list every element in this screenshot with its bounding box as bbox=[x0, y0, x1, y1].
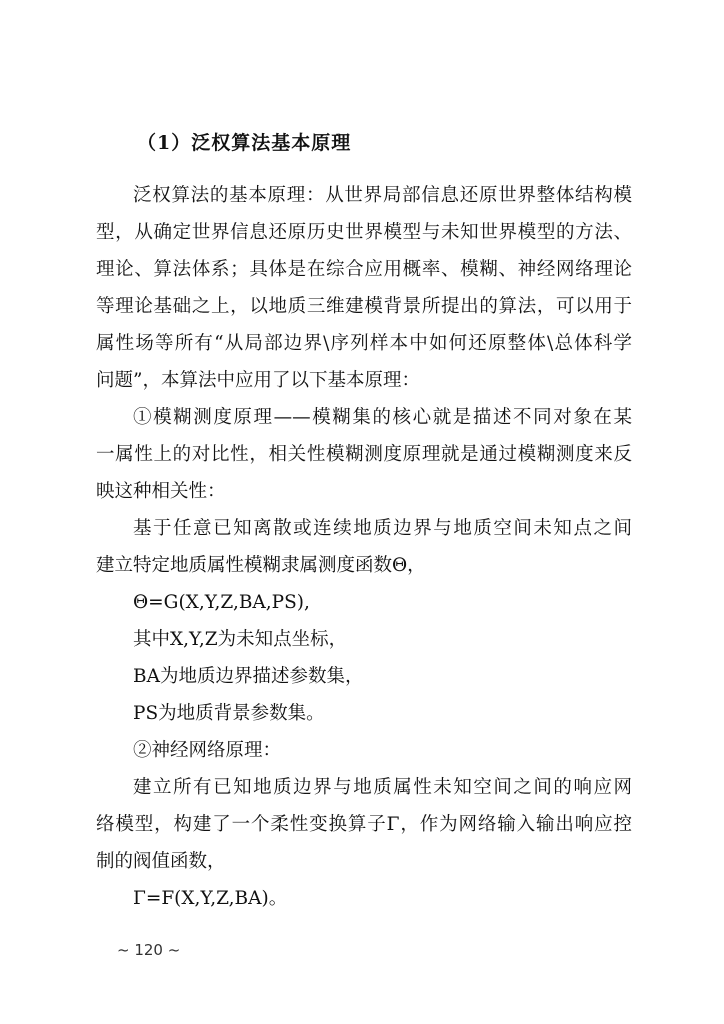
page-number: ~ 120 ~ bbox=[117, 941, 181, 959]
paragraph-line: PS为地质背景参数集。 bbox=[133, 703, 325, 724]
paragraph-line: 型，从确定世界信息还原历史世界模型与未知世界模型的方法、 bbox=[96, 222, 632, 243]
paragraph-line: 映这种相关性： bbox=[96, 481, 226, 502]
paragraph-line: 属性场等所有“从局部边界\序列样本中如何还原整体\总体科学 bbox=[96, 333, 632, 354]
paragraph-line: ②神经网络原理： bbox=[133, 740, 282, 761]
formula-line: Θ=G(X,Y,Z,BA,PS), bbox=[133, 592, 310, 613]
paragraph-line: 制的阀值函数， bbox=[96, 851, 226, 872]
paragraph-line: 理论、算法体系；具体是在综合应用概率、模糊、神经网络理论 bbox=[96, 259, 632, 280]
paragraph-line: ①模糊测度原理——模糊集的核心就是描述不同对象在某 bbox=[133, 407, 632, 428]
section-heading: （1）泛权算法基本原理 bbox=[137, 132, 352, 154]
formula-line: Γ=F(X,Y,Z,BA)。 bbox=[133, 888, 288, 909]
paragraph-line: 建立所有已知地质边界与地质属性未知空间之间的响应网 bbox=[133, 777, 632, 798]
paragraph-line: 一属性上的对比性，相关性模糊测度原理就是通过模糊测度来反 bbox=[96, 444, 632, 465]
paragraph-line: 基于任意已知离散或连续地质边界与地质空间未知点之间 bbox=[133, 518, 632, 539]
paragraph-line: 泛权算法的基本原理：从世界局部信息还原世界整体结构模 bbox=[133, 185, 632, 206]
paragraph-line: 问题”，本算法中应用了以下基本原理： bbox=[96, 370, 420, 391]
paragraph-line: 建立特定地质属性模糊隶属测度函数Θ， bbox=[96, 555, 426, 576]
paragraph-line: BA为地质边界描述参数集， bbox=[133, 666, 364, 687]
paragraph-line: 络模型，构建了一个柔性变换算子Γ，作为网络输入输出响应控 bbox=[96, 814, 632, 835]
paragraph-line: 等理论基础之上，以地质三维建模背景所提出的算法，可以用于 bbox=[96, 296, 632, 317]
paragraph-line: 其中X,Y,Z为未知点坐标， bbox=[133, 629, 348, 650]
